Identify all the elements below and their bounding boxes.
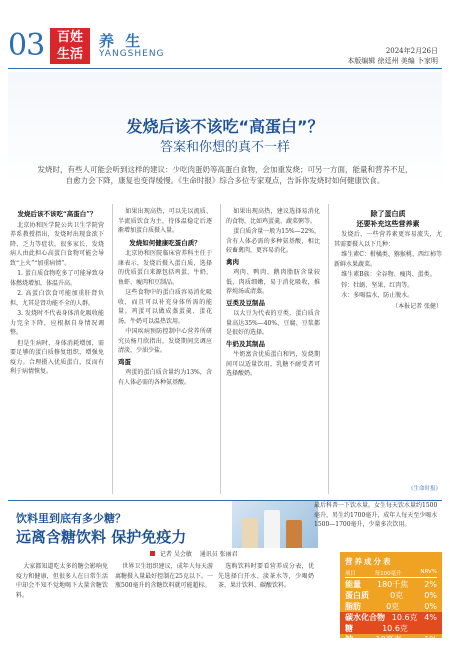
food-subheading: 豆类及豆制品 [226,298,265,307]
food-subheading: 鸡蛋 [118,357,131,366]
nutrition-row [345,601,437,612]
paragraph: 3. 发烧时不代表身体消化吸收能力完全下降，应根据自身情况调整。 [10,310,104,336]
paragraph: 北京协和医院临床营养科主任于康表示，发烧后摄入蛋白质，选择的优质蛋白来源包括鸡蛋、牛奶、鱼虾、瘦肉和豆制品。 [118,250,212,286]
paragraph: 2. 高蛋白饮食可能加重肝肾负担，尤其是肾功能不全的人群。 [10,290,104,307]
column-subheading: 除了蛋白质 还要补充这些营养素 [356,209,420,228]
column-divider [328,204,329,494]
brand-line-1: 百姓 [56,30,83,45]
paragraph: 中国疾病预防控制中心营养所研究员杨月欣指出，发烧期间烹调应清淡，少油少盐。 [118,328,212,354]
nutrient-value: 10.6克 [382,624,408,633]
paragraph: 鸡蛋的蛋白质含量约为13%，含有人体必需的各种氨基酸。 [118,369,212,386]
byline [150,549,238,558]
nutrition-head-per: 每100毫升 [374,571,402,577]
headline: 发烧后该不该吃“高蛋白”？ [126,117,324,136]
article-column-3 [226,207,320,497]
section-title: 养 生 [99,32,144,50]
nutrition-facts-label [340,552,442,644]
bottom-column-3 [218,562,314,638]
nutrient-name: 碳水化合物 [345,613,385,622]
paragraph: 牛奶富含优质蛋白和钙，发烧期间可以适量饮用，乳糖不耐受者可选择酸奶。 [226,351,320,377]
paragraph: 锌：牡蛎、坚果、红肉等。 [341,281,414,289]
paragraph: 维生素C：柑橘类、猕猴桃、西红柿等新鲜水果蔬菜。 [334,251,442,268]
author-credit: （本报记者 张健） [392,302,442,310]
nutrient-name: 脂肪 [345,602,361,611]
column-subheading: 发烧后该不该吃“高蛋白”？ [17,210,97,218]
subheadline: 答案和你想的真不一样 [159,140,290,155]
paragraph: 发烧后，一些营养素更容易流失，尤其需要摄入以下几种： [334,231,442,248]
paragraph: 如果出现高热，建议选择易消化的食物，比如鸡蛋羹、蔬菜粥等。 [226,208,320,225]
brand-logo [50,28,90,64]
nutrient-name: 蛋白质 [345,591,369,600]
paragraph: 以大豆为代表的豆类，蛋白质含量高达35%—40%，豆腐、豆浆都是很好的选择。 [226,310,320,336]
page-header [0,0,450,70]
food-subheading: 禽肉 [226,257,239,266]
paragraph: 选购饮料时要看营养成分表，优先选择白开水、淡茶水等，少喝奶茶、果汁饮料、碳酸饮料。 [218,563,314,589]
paragraph: 北京协和医学院公共卫生学院营养系教授指出，发烧时出现食欲下降、乏力等症状，很多家长、发烧病人由此担心高蛋白食物可能会导致“上火”“加重病情”。 [10,221,104,267]
paragraph: 大家都知道吃太多的糖会影响免疫力和健康，但很多人在日常生活中却会不知不觉地喝下大量含糖饮料。 [16,563,108,599]
nutrition-row-highlight [340,623,442,634]
nutrient-value: 180千焦 [377,580,409,589]
bottom-kicker: 饮料里到底有多少糖？ [16,512,126,525]
paragraph: 鸡肉、鸭肉、鹅肉脂肪含量较低，肉质细嫩，易于消化吸收，推荐炖汤或清蒸。 [226,269,320,295]
nutrition-header [345,569,437,578]
nutrition-row [345,579,437,590]
issue-date: 2024年2月26日 [385,47,438,55]
nutrient-name: 能量 [345,580,361,589]
editor-credits: 本版编辑 徐廷州 美编 卜家明 [347,57,438,65]
article-column-4 [334,207,442,497]
byline-correspondent: 通讯员 张丽君 [199,551,238,558]
bottom-column-1 [16,562,108,638]
food-subheading: 牛奶及其制品 [226,339,265,348]
source-tag: 《生命时报》 [408,486,442,492]
column-subheading: 发烧如何健康吃蛋白质？ [129,238,201,247]
nutrition-row-highlight [340,612,442,623]
section-title-en: YANGSHENG [99,49,165,59]
paragraph: 水：多喝温水，防止脱水。 [341,292,414,299]
column-divider [220,204,221,494]
nutrient-value: 0克 [386,602,400,611]
nutrient-value: 10毫克 [375,635,402,644]
paragraph: 1. 蛋白质食物吃多了可能导致身体燃烧增加，体温升高。 [10,270,104,287]
article-column-1 [10,207,104,497]
nutrient-value: 10.6克 [391,613,418,622]
nutrition-title: 营养成分表 [345,557,393,566]
drink-cup [264,510,280,548]
nutrition-row [345,590,437,601]
paragraph: 但是生病时，身体消耗增加，需要足够的蛋白质修复组织，增强免疫力。合理摄入优质蛋白，反而有利于病情恢复。 [10,339,104,375]
byline-reporter: 记者 吴会敏 [159,551,192,558]
nutrient-nrv: 4% [424,613,437,622]
drinks-photo [232,501,318,548]
paragraph: 蛋白质含量一般为15%—22%，含有人体必需的多种氨基酸，相比较畜禽肉，更容易消化。 [226,228,320,254]
paragraph: 世界卫生组织建议，成年人每天游离糖摄入量最好控制在25克以下。一瓶500毫升的含糖饮料就可能超标。 [115,563,213,589]
paragraph: 这些食物中的蛋白质容易消化吸收，而且可以补充身体所需的能量。鸡蛋可以做成蒸蛋羹、蛋花汤，牛奶可以温热饮用。 [118,289,212,325]
paragraph: 维生素B族：全谷物、瘦肉、蛋类。 [341,271,436,278]
lead-deck: 发烧时，有些人可能会听到这样的建议：少吃肉蛋奶等高蛋白食物，会加重发烧；可另一方面，能量和营养不足，自愈力会下降，康复也变得缓慢。《生命时报》综合多位专家观点，告诉你发烧时如何健康饮食。 [37,165,413,185]
nutrient-name: 糖 [345,624,353,633]
article-column-2 [118,207,212,497]
page-number: 03 [8,28,45,63]
drink-cup [286,520,302,548]
nutrient-value: 0克 [390,591,404,600]
drink-cup [242,518,258,548]
header-rule [8,68,442,69]
column-divider [112,204,113,494]
nutrient-nrv: 1% [424,635,437,644]
nutrition-head-nrv: NRV% [420,569,437,575]
brand-line-2: 生活 [56,47,83,62]
nutrition-head-item: 项目 [345,571,357,577]
paragraph: 如果出现高热，可以先以流质、半流质饮食为主，待体温稳定后逐渐增加蛋白质摄入量。 [118,208,212,234]
bottom-right-text: 最后科普一下饮水量。女生每天饮水量约1500毫升，男生约1700毫升，成年人每天至少喝水1500—1700毫升，少量多次饮用。 [314,502,438,528]
nutrient-name: 钠 [345,635,353,644]
bottom-headline: 远离含糖饮料 保护免疫力 [16,528,187,546]
nutrient-nrv: 2% [424,580,437,589]
nutrient-nrv: 0% [424,602,437,611]
bottom-column-2 [115,562,213,638]
nutrient-nrv: 0% [424,591,437,600]
